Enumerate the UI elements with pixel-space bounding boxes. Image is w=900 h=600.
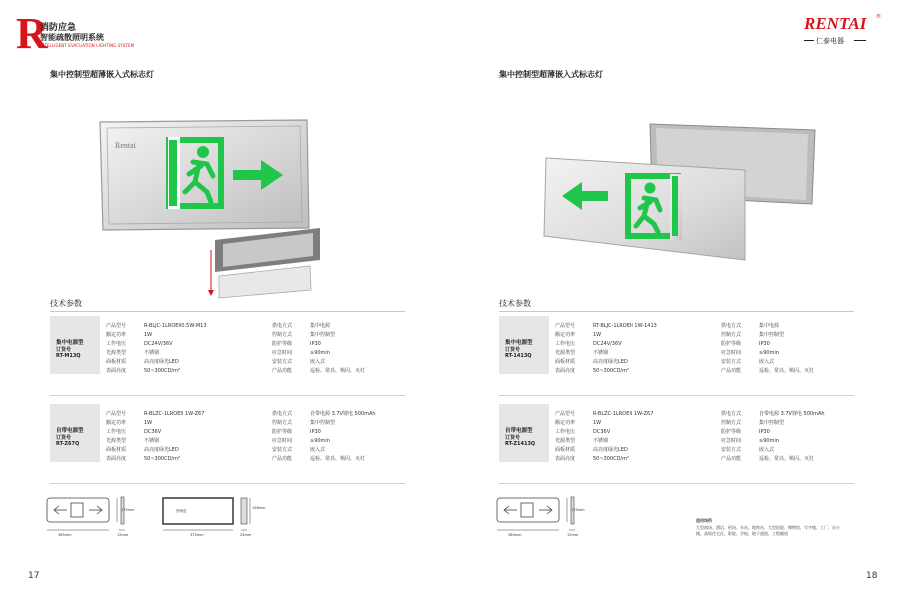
spec-value: 50~300CD/m² — [593, 456, 629, 462]
spec-key: 光源类型 — [106, 350, 127, 356]
spec-value: 不锈钢 — [593, 438, 609, 444]
section-title: 技术参数 — [50, 299, 82, 308]
right-page — [450, 0, 900, 600]
spec-key: 应急时间 — [272, 438, 293, 444]
spec-block-central — [50, 316, 405, 374]
brand-name-line2: 智能疏散照明系统 — [40, 33, 104, 42]
spec-value: 自带电源 3.7V锂电 500mAh — [310, 411, 376, 417]
spec-key: 光源类型 — [555, 350, 576, 356]
registered-mark: ® — [876, 14, 881, 20]
spec-key: 产品功能 — [272, 456, 293, 462]
spec-value: 巡检、常亮、频闪、灭灯 — [310, 368, 366, 374]
spec-value: ≥90min — [310, 350, 330, 356]
block-divider — [499, 483, 854, 484]
spec-value: 高亮度绿光LED — [593, 359, 628, 365]
spec-value: 1W — [144, 332, 153, 338]
spec-key: 面板材质 — [555, 447, 576, 453]
spec-key: 防护等级 — [272, 341, 293, 347]
spec-value: ≥90min — [310, 438, 330, 444]
box-label: 预埋盒 — [176, 509, 187, 513]
spec-key: 额定功率 — [555, 332, 576, 338]
dim-depth-1: 12mm — [117, 533, 129, 537]
spec-key: 安装方式 — [272, 447, 293, 453]
spec-key: 应急时间 — [721, 350, 742, 356]
brand-rule — [854, 40, 866, 41]
spec-key: 控制方式 — [272, 420, 293, 426]
spec-key: 安装方式 — [272, 359, 293, 365]
spec-key: 工作电压 — [106, 429, 127, 435]
page-number: 17 — [28, 571, 40, 581]
spec-key: 工作电压 — [555, 429, 576, 435]
spec-value: 嵌入式 — [310, 359, 326, 365]
spec-key: 额定功率 — [555, 420, 576, 426]
dim-width-1: 385mm — [58, 533, 72, 537]
spec-key: 产品功能 — [272, 368, 293, 374]
spec-value: DC36V — [593, 429, 611, 435]
spec-key: 安装方式 — [721, 447, 742, 453]
spec-key: 防护等级 — [721, 341, 742, 347]
spec-value: DC36V — [144, 429, 162, 435]
spec-block-self — [499, 404, 854, 462]
order-number: RT-Z67Q — [56, 441, 80, 447]
spec-value: IP30 — [310, 341, 321, 347]
section-divider — [50, 311, 405, 312]
spec-value: 集中控制型 — [759, 332, 785, 338]
spec-label — [50, 316, 100, 374]
spec-key: 工作电压 — [106, 341, 127, 347]
spec-key: 供电方式 — [272, 323, 293, 329]
spec-value: 1W — [593, 332, 602, 338]
spec-value: 集中控制型 — [759, 420, 785, 426]
back-box-thumbnail — [208, 228, 320, 298]
brand-logo: RENTAI — [804, 14, 867, 33]
product-title: 集中控制型超薄嵌入式标志灯 — [50, 70, 154, 79]
spec-value: DC24V/36V — [593, 341, 622, 347]
brand-logo-r: R — [16, 9, 48, 58]
spec-key: 防护等级 — [721, 429, 742, 435]
brand-name-line1: 消防应急 — [40, 23, 77, 33]
spec-key: 表面亮度 — [106, 368, 127, 374]
spec-value: 1W — [144, 420, 153, 426]
spec-type: 自带电源型 — [505, 428, 533, 434]
spec-value: R-BLZC-1LROEII 1W-Z67 — [593, 411, 654, 417]
spec-label — [499, 404, 549, 462]
spec-value: ≥90min — [759, 350, 779, 356]
spec-key: 面板材质 — [106, 359, 127, 365]
brand-rule — [804, 40, 814, 41]
spec-value: 不锈钢 — [593, 350, 609, 356]
spec-type: 自带电源型 — [56, 428, 84, 434]
block-divider — [499, 395, 854, 396]
order-number: RT-Z1413Q — [505, 441, 536, 447]
spec-value: 不锈钢 — [144, 438, 160, 444]
spec-key: 额定功率 — [106, 420, 127, 426]
spec-key: 供电方式 — [721, 411, 742, 417]
spec-value: ≥90min — [759, 438, 779, 444]
block-divider — [50, 395, 405, 396]
spec-key: 产品型号 — [106, 323, 127, 329]
brand-name-cn: 仁泰电器 — [816, 37, 844, 45]
spec-key: 控制方式 — [272, 332, 293, 338]
spec-key: 应急时间 — [721, 438, 742, 444]
dim-width-2: 375mm — [190, 533, 204, 537]
spec-key: 产品功能 — [721, 456, 742, 462]
spec-value: IP30 — [759, 341, 770, 347]
spec-value: 50~300CD/m² — [593, 368, 629, 374]
spec-value: 巡检、常亮、频闪、灭灯 — [310, 456, 366, 462]
spec-key: 面板材质 — [555, 359, 576, 365]
spec-value: 集中电源 — [759, 323, 780, 329]
spec-value: 集中电源 — [310, 323, 331, 329]
spec-value: 高亮度绿光LED — [144, 359, 179, 365]
spec-key: 供电方式 — [272, 411, 293, 417]
spec-key: 控制方式 — [721, 332, 742, 338]
spec-key: 额定功率 — [106, 332, 127, 338]
spec-key: 产品型号 — [555, 323, 576, 329]
spec-value: DC24V/36V — [144, 341, 173, 347]
spec-value: 1W — [593, 420, 602, 426]
spec-value: RT-BLJC-1LROEII 1W-1413 — [593, 323, 657, 329]
spec-key: 防护等级 — [272, 429, 293, 435]
spec-value: 50~300CD/m² — [144, 456, 180, 462]
spec-type: 集中电源型 — [56, 340, 84, 346]
spec-key: 安装方式 — [721, 359, 742, 365]
spec-value: IP30 — [310, 429, 321, 435]
spec-label — [50, 404, 100, 462]
usage-title: 适用场所 — [696, 518, 712, 523]
spec-key: 光源类型 — [555, 438, 576, 444]
spec-value: 嵌入式 — [759, 447, 775, 453]
spec-key: 产品型号 — [555, 411, 576, 417]
product-photo — [95, 110, 325, 310]
spec-key: 产品功能 — [721, 368, 742, 374]
dim-depth-2: 24mm — [240, 533, 252, 537]
section-title: 技术参数 — [499, 299, 531, 308]
dim-height-1: 170mm — [121, 508, 135, 512]
spec-value: 不锈钢 — [144, 350, 160, 356]
spec-key: 表面亮度 — [555, 456, 576, 462]
section-divider — [499, 311, 854, 312]
order-number: RT-M13Q — [56, 353, 81, 359]
spec-block-self — [50, 404, 405, 462]
spec-key: 光源类型 — [106, 438, 127, 444]
spec-type: 集中电源型 — [505, 340, 533, 346]
brand-name-en: INTELLIGENT EVACUATION LIGHTING SYSTEM — [40, 43, 135, 48]
spec-value: IP30 — [759, 429, 770, 435]
block-divider — [50, 483, 405, 484]
dim-width-1: 385mm — [508, 533, 522, 537]
order-prefix: 订货号 — [505, 435, 521, 441]
order-prefix: 订货号 — [56, 347, 72, 353]
spec-value: 集中控制型 — [310, 332, 336, 338]
order-prefix: 订货号 — [505, 347, 521, 353]
photo-logo: Rentai — [115, 141, 136, 150]
spec-key: 表面亮度 — [106, 456, 127, 462]
order-number: RT-1413Q — [505, 353, 532, 359]
usage-text: 大型商场、酒店、机场、车站、地铁站、大型医院、博物馆、写字楼、工厂、办公楼、高级住宅区、影院、学校、地下通道、工程隧道 — [696, 525, 840, 536]
spec-value: 巡检、常亮、频闪、灭灯 — [759, 368, 815, 374]
spec-value: 自带电源 3.7V锂电 500mAh — [759, 411, 825, 417]
spec-key: 供电方式 — [721, 323, 742, 329]
spec-value: 50~300CD/m² — [144, 368, 180, 374]
order-prefix: 订货号 — [56, 435, 72, 441]
spec-block-central — [499, 316, 854, 374]
product-title: 集中控制型超薄嵌入式标志灯 — [499, 70, 603, 79]
page-number: 18 — [866, 571, 878, 581]
spec-value: 嵌入式 — [310, 447, 326, 453]
spec-key: 工作电压 — [555, 341, 576, 347]
spec-key: 产品型号 — [106, 411, 127, 417]
spec-label — [499, 316, 549, 374]
product-photo — [540, 118, 830, 268]
dim-height-1: 175mm — [571, 508, 585, 512]
spec-value: 嵌入式 — [759, 359, 775, 365]
spec-value: 高亮度绿光LED — [144, 447, 179, 453]
dim-depth-1: 12mm — [567, 533, 579, 537]
spec-value: 高亮度绿光LED — [593, 447, 628, 453]
spec-key: 表面亮度 — [555, 368, 576, 374]
dim-height-2: 158mm — [252, 506, 266, 510]
spec-value: R-BLJC-1LROEII0.5W-M13 — [144, 323, 207, 329]
spec-value: 巡检、常亮、频闪、灭灯 — [759, 456, 815, 462]
spec-key: 面板材质 — [106, 447, 127, 453]
spec-key: 控制方式 — [721, 420, 742, 426]
spec-value: R-BLZC-1LROEII 1W-Z67 — [144, 411, 205, 417]
spec-key: 应急时间 — [272, 350, 293, 356]
spec-value: 集中控制型 — [310, 420, 336, 426]
